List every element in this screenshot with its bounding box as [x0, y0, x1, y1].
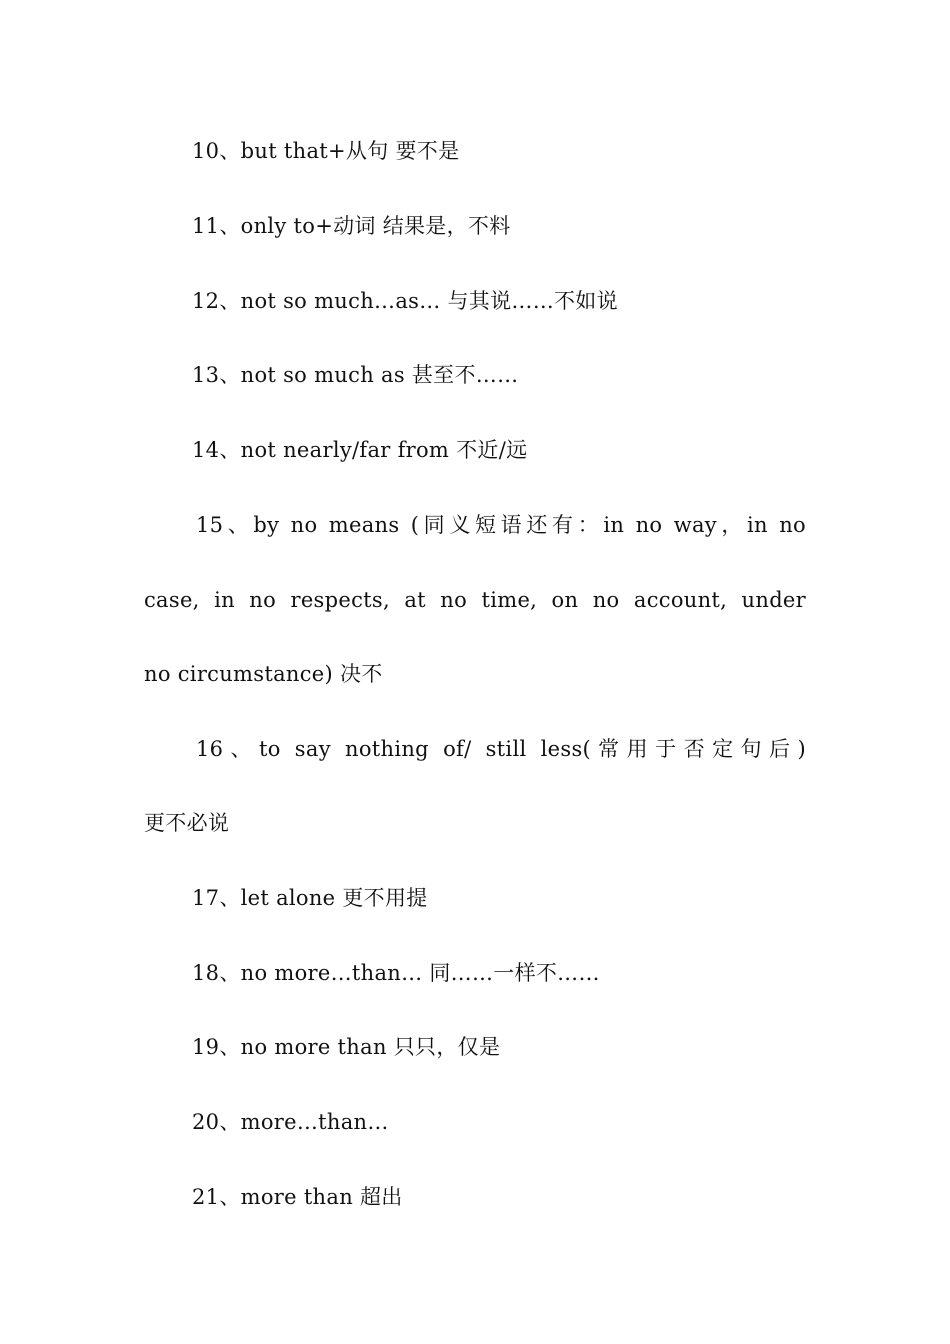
text-line-11: 11、only to+动词 结果是，不料 — [192, 214, 511, 238]
text-line-13: 13、not so much as 甚至不…… — [192, 363, 519, 387]
text-line-14: 14、not nearly/far from 不近/远 — [192, 438, 528, 462]
text-line-19: 19、no more than 只只，仅是 — [192, 1035, 501, 1059]
text-line-20: 20、more…than… — [192, 1110, 389, 1134]
text-line-15-part3: no circumstance) 决不 — [144, 662, 383, 686]
text-line-17: 17、let alone 更不用提 — [192, 886, 428, 910]
text-line-21: 21、more than 超出 — [192, 1185, 403, 1209]
text-line-15-part1: 15、by no means (同义短语还有：in no way，in no — [196, 513, 806, 537]
text-line-18: 18、no more…than… 同……一样不…… — [192, 961, 600, 985]
text-line-16-part1: 16、to say nothing of/ still less(常用于否定句后) — [196, 737, 806, 761]
text-line-10: 10、but that+从句 要不是 — [192, 139, 460, 163]
text-line-15-part2: case, in no respects, at no time, on no account, under — [144, 588, 806, 612]
text-line-12: 12、not so much…as… 与其说……不如说 — [192, 289, 618, 313]
text-line-16-part2: 更不必说 — [144, 811, 230, 835]
